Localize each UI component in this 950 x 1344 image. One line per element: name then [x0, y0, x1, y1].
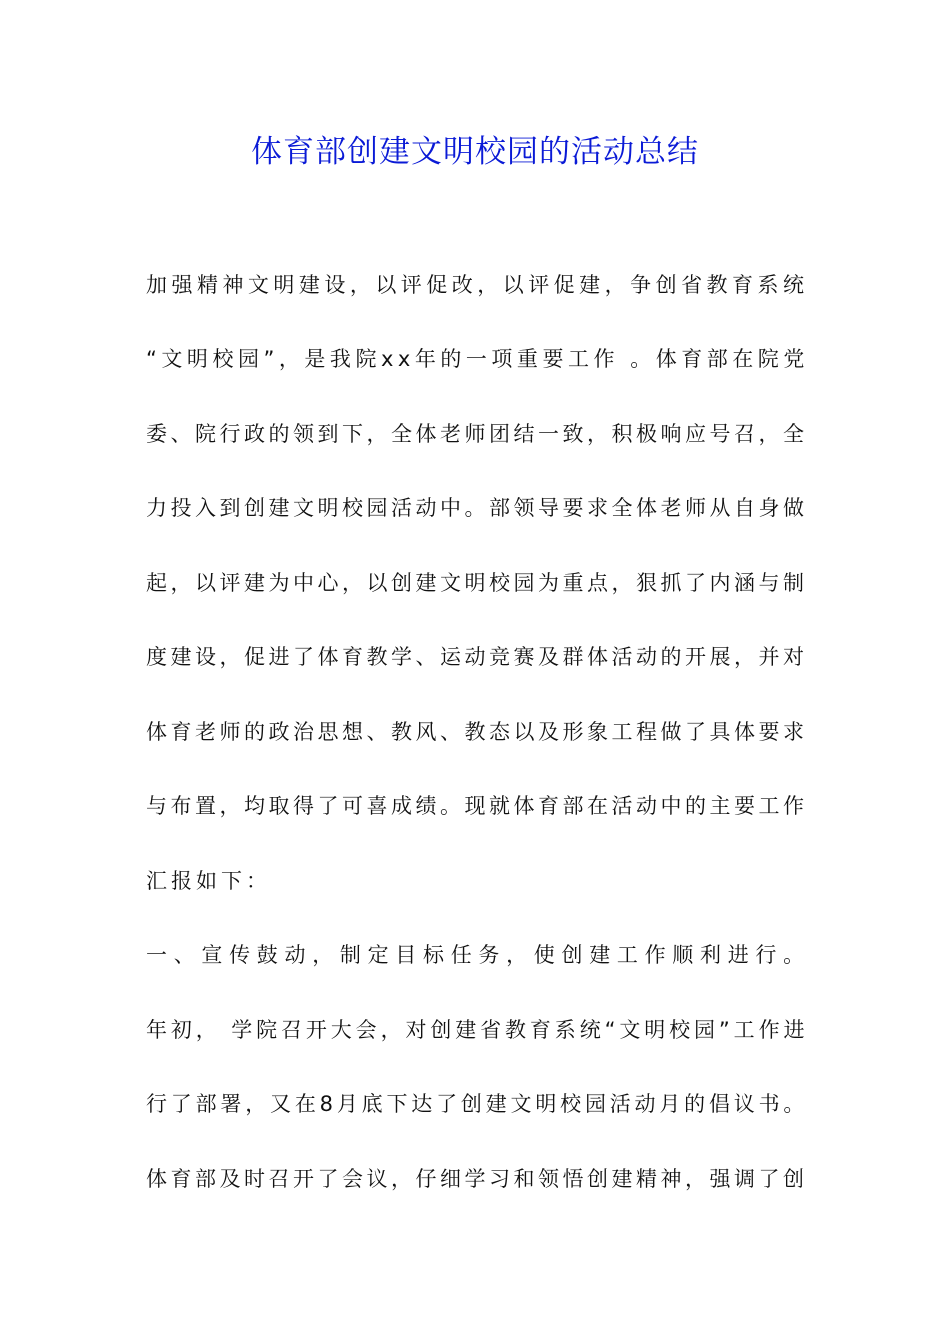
- body-line-5: 起，以评建为中心，以创建文明校园为重点，狠抓了内涵与制: [146, 571, 808, 595]
- body-line-1: 加强精神文明建设，以评促改，以评促建，争创省教育系统: [146, 273, 809, 297]
- body-line-11: 年初， 学院召开大会，对创建省教育系统“文明校园”工作进: [146, 1018, 809, 1042]
- body-line-12: 行了部署，又在8月底下达了创建文明校园活动月的倡议书。: [146, 1092, 809, 1116]
- body-line-4: 力投入到创建文明校园活动中。部领导要求全体老师从自身做: [146, 496, 808, 520]
- body-line-3: 委、院行政的领到下，全体老师团结一致，积极响应号召，全: [146, 422, 808, 446]
- section-heading-1: 一、宣传鼓动，制定目标任务，使创建工作顺利进行。: [146, 943, 811, 967]
- body-line-9: 汇报如下：: [146, 869, 271, 893]
- document-title: 体育部创建文明校园的活动总结: [251, 134, 699, 170]
- body-line-13: 体育部及时召开了会议，仔细学习和领悟创建精神，强调了创: [146, 1167, 808, 1191]
- body-line-2: “文明校园”，是我院xx年的一项重要工作 。体育部在院党: [146, 347, 809, 371]
- body-line-7: 体育老师的政治思想、教风、教态以及形象工程做了具体要求: [146, 720, 808, 744]
- body-line-6: 度建设，促进了体育教学、运动竞赛及群体活动的开展，并对: [146, 645, 808, 669]
- body-line-8: 与布置，均取得了可喜成绩。现就体育部在活动中的主要工作: [146, 794, 808, 818]
